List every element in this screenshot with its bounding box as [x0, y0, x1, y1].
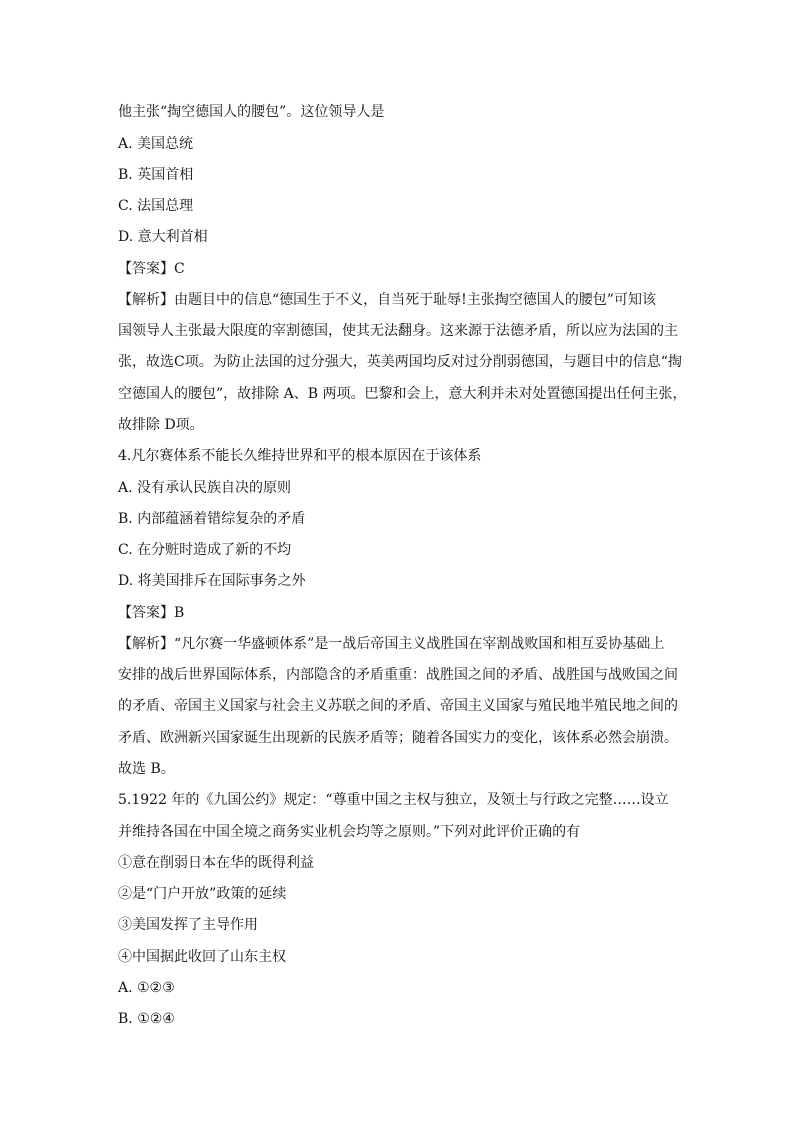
q5-option-a: A. ①②③ [118, 980, 175, 996]
q5-statement-4: ④中国据此收回了山东主权 [118, 949, 286, 965]
q4-analysis-line-1: 【解析】“凡尔赛一华盛顿体系”是一战后帝国主义战胜国在宰割战败国和相互妥协基础上 [118, 636, 665, 652]
question-3-stem-tail: 他主张“掏空德国人的腰包”。这位领导人是 [118, 104, 385, 120]
q3-analysis-line-4: 空德国人的腰包”，故排除 A、B 两项。巴黎和会上，意大利并未对处置德国提出任何主张， [118, 386, 687, 402]
q4-option-a: A. 没有承认民族自决的原则 [118, 480, 292, 496]
q3-option-a: A. 美国总统 [118, 136, 194, 152]
q4-analysis-line-4: 矛盾、欧洲新兴国家诞生出现新的民族矛盾等；随着各国实力的变化，该体系必然会崩溃。 [118, 730, 678, 746]
q3-answer: 【答案】C [118, 261, 185, 277]
q4-option-c: C. 在分赃时造成了新的不均 [118, 542, 292, 558]
q4-analysis-line-2: 安排的战后世界国际体系，内部隐含的矛盾重重：战胜国之间的矛盾、战胜国与战败国之间 [118, 667, 678, 683]
question-4-stem: 4.凡尔赛体系不能长久维持世界和平的根本原因在于该体系 [118, 448, 482, 464]
q4-analysis-line-3: 的矛盾、帝国主义国家与社会主义苏联之间的矛盾、帝国主义国家与殖民地半殖民地之间的 [118, 698, 678, 714]
q5-statement-3: ③美国发挥了主导作用 [118, 917, 258, 933]
q3-option-d: D. 意大利首相 [118, 229, 208, 245]
question-5-stem-line-1: 5.1922 年的《九国公约》规定：“尊重中国之主权与独立，及领土与行政之完整……设立 [118, 792, 669, 808]
q4-answer: 【答案】B [118, 605, 185, 621]
q4-option-d: D. 将美国排斥在国际事务之外 [118, 573, 306, 589]
q5-statement-1: ①意在削弱日本在华的既得利益 [118, 855, 314, 871]
q3-analysis-line-1: 【解析】由题目中的信息“德国生于不义，自当死于耻辱!主张掏空德国人的腰包”可知该 [118, 292, 656, 308]
q3-option-b: B. 英国首相 [118, 167, 194, 183]
q5-statement-2: ②是“门户开放”政策的延续 [118, 886, 287, 902]
q3-analysis-line-2: 国领导人主张最大限度的宰割德国，使其无法翻身。这来源于法德矛盾，所以应为法国的主 [118, 323, 678, 339]
q3-analysis-line-3: 张，故选C项。为防止法国的过分强大，英美两国均反对过分削弱德国，与题目中的信息“掏 [118, 354, 682, 370]
q3-analysis-line-5: 故排除 D项。 [118, 417, 204, 433]
q4-option-b: B. 内部蕴涵着错综复杂的矛盾 [118, 511, 306, 527]
q5-option-b: B. ①②④ [118, 1011, 175, 1027]
q3-option-c: C. 法国总理 [118, 198, 194, 214]
question-5-stem-line-2: 并维持各国在中国全境之商务实业机会均等之原则。”下列对此评价正确的有 [118, 824, 581, 840]
q4-analysis-line-5: 故选 B。 [118, 761, 175, 777]
